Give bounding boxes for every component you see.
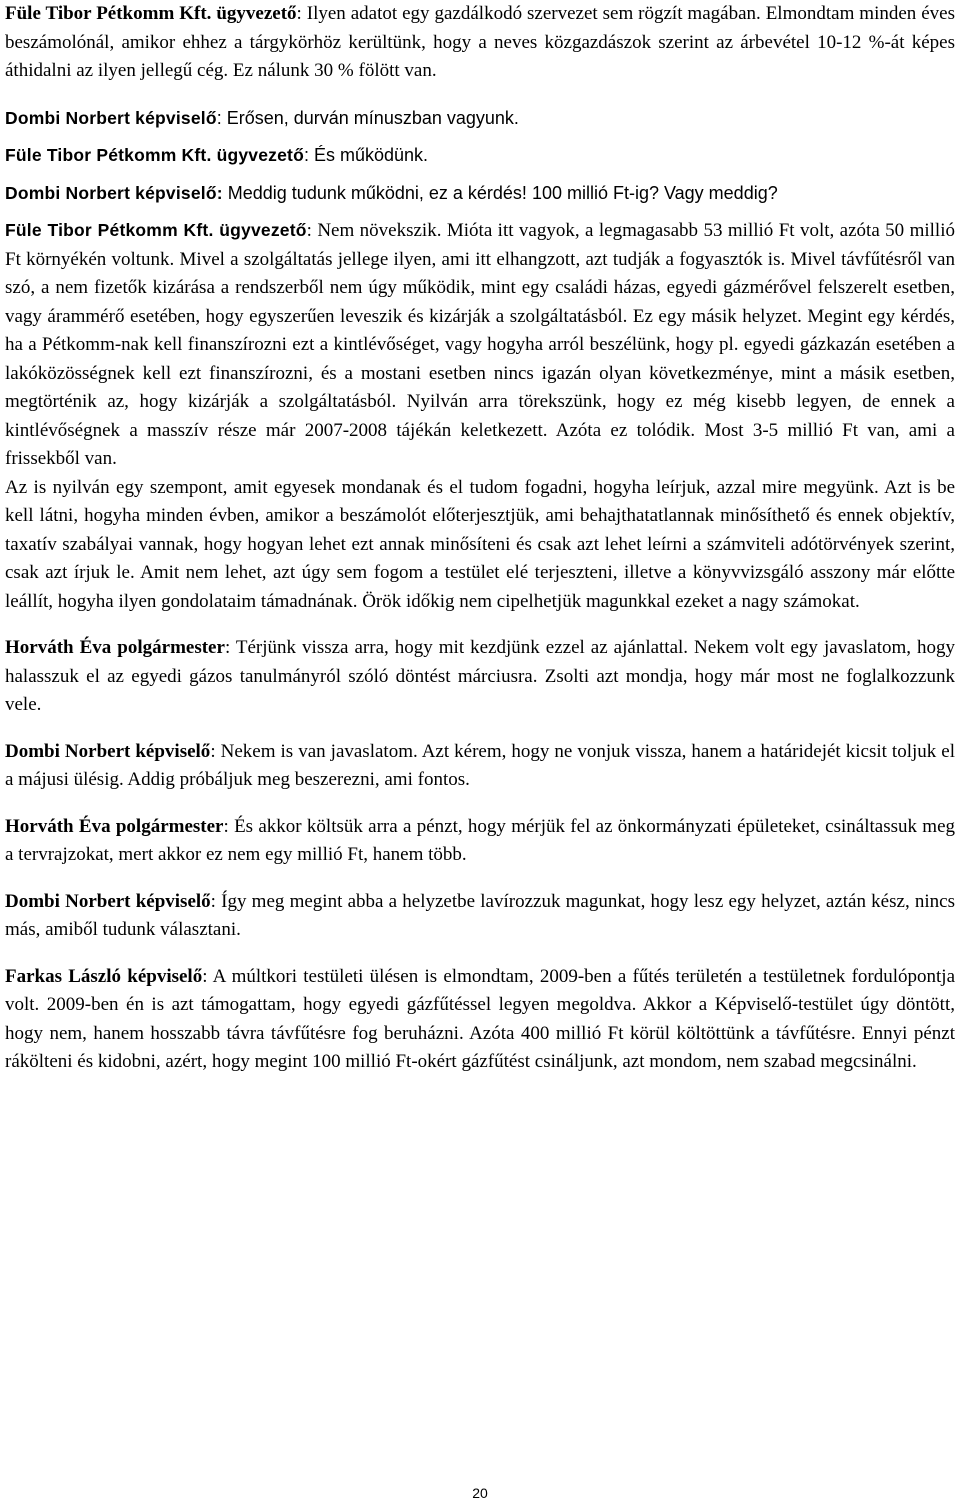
paragraph-9 — [5, 813, 955, 870]
speaker-name: Horváth Éva polgármester — [5, 815, 224, 837]
paragraph-text: : A múltkori testületi ülésen is elmondtam, 2009-ben a fűtés területén a testületnek fordulópontja volt. 2009-ben én is azt támogattam, hogy egyedi gázfűtéssel legyen megoldva. Akkor a Képviselő-testület úgy döntött, hogy nem, hanem hosszabb távra távfűtésre fog beruházni. Azóta 400 millió Ft körül költöttünk a távfűtésre. Ennyi pénzt rákölteni és kidobni, azért, hogy megint 100 millió Ft-okért gázfűtést csináljunk, azt mondom, nem szabad megcsinálni. — [5, 965, 956, 1072]
paragraph-text: : Így meg megint abba a helyzetbe lavírozzuk magunkat, hogy lesz egy helyzet, aztán kész, nincs más, amiből tudunk választani. — [5, 890, 955, 940]
paragraph-10 — [5, 888, 955, 945]
paragraph-4 — [5, 179, 955, 209]
speaker-name: Füle Tibor Pétkomm Kft. ügyvezető — [5, 220, 307, 240]
speaker-name: Dombi Norbert képviselő — [5, 107, 217, 128]
paragraph-6 — [5, 474, 955, 617]
paragraph-text: : És akkor költsük arra a pénzt, hogy mérjük fel az önkormányzati épületeket, csináltassuk meg a tervrajzokat, mert akkor ez nem egy millió Ft, hanem több. — [5, 815, 956, 865]
paragraph-3 — [5, 141, 955, 171]
paragraph-text: : Nekem is van javaslatom. Azt kérem, hogy ne vonjuk vissza, hanem a határidejét kicsit toljuk el a májusi ülésig. Addig próbáljuk meg beszerezni, ami fontos. — [5, 740, 955, 790]
page-number: 20 — [472, 1485, 488, 1501]
speaker-name: Dombi Norbert képviselő — [5, 740, 211, 762]
paragraph-7 — [5, 634, 955, 720]
speaker-name: Füle Tibor Pétkomm Kft. ügyvezető — [5, 145, 304, 165]
paragraph-5 — [5, 216, 955, 474]
speaker-name: Füle Tibor Pétkomm Kft. ügyvezető — [5, 3, 297, 24]
speaker-name: Horváth Éva polgármester — [5, 637, 225, 658]
paragraph-11 — [5, 963, 955, 1077]
speaker-name: Farkas László képviselő — [5, 965, 203, 987]
paragraph-1 — [5, 0, 955, 86]
paragraph-text: : Térjünk vissza arra, hogy mit kezdjünk ezzel az ajánlattal. Nekem volt egy javaslatom, hogy halasszuk el az egyedi gázos tanulmányról szóló döntést márciusra. Zsolti azt mondja, hogy már most ne foglalkozzunk vele. — [5, 637, 956, 715]
paragraph-text: Az is nyilván egy szempont, amit egyesek mondanak és el tudom fogadni, hogyha leírjuk, azzal mire megyünk. Azt is be kell látni, hogyha minden évben, amikor a beszámolót előterjesztjük, ami behajthatatlannak minősíthető és ennek objektív, taxatív szabályai vannak, hogy hogyan lehet ezt annak minősíteni és csak azt lehet leírni a számviteli adótörvények szerint, csak azt írjuk le. Amit nem lehet, azt úgy sem fogom a testület elé terjeszteni, illetve a könyvvizsgáló asszony már előtte leállít, hogyha ilyen gondolataim támadnának. Örök időkig nem cipelhetjük magunkkal ezeket a nagy számokat. — [5, 476, 955, 612]
speaker-name: Dombi Norbert képviselő — [5, 890, 211, 912]
paragraph-8 — [5, 738, 955, 795]
paragraph-text: Meddig tudunk működni, ez a kérdés! 100 millió Ft-ig? Vagy meddig? — [222, 182, 778, 203]
paragraph-2 — [5, 104, 955, 134]
document-page — [5, 0, 955, 1077]
speaker-name: Dombi Norbert képviselő: — [5, 182, 223, 203]
paragraph-text: : Nem növekszik. Mióta itt vagyok, a legmagasabb 53 millió Ft volt, azóta 50 millió Ft környékén voltunk. Mivel a szolgáltatás jellege ilyen, ami itt elhangzott, azt tudják a fogyasztók is. Mivel távfűtésről van szó, a nem fizetők kizárása a rendszerből nem úgy működik, mint egy családi házas, egyedi gázmérővel felszerelt esetben, vagy árammérő esetében, hogy egyszerűen leveszik és kizárják a szolgáltatásból. Ez egy másik helyzet. Megint egy kérdés, ha a Pétkomm-nak kell finanszírozni ezt a kintlévőséget, vagy hogyha arról beszélünk, hogy pl. egyedi gázkazán esetében a lakóközösségnek kell ezt finanszírozni, és a mostani esetben nincs igazán olyan következménye, mint a másik esetben, megtörténik az, hogy kizárják a szolgáltatásból. Nyilván arra törekszünk, hogy ez még kisebb legyen, de ennek a kintlévőségnek a masszív része már 2007-2008 tájékán keletkezett. Azóta ez tolódik. Most 3-5 millió Ft van, ami a frissekből van. — [5, 220, 955, 469]
paragraph-text: : Erősen, durván mínuszban vagyunk. — [216, 107, 519, 128]
paragraph-text: : És működünk. — [303, 145, 429, 165]
paragraph-text: : Ilyen adatot egy gazdálkodó szervezet sem rögzít magában. Elmondtam minden éves beszámolónál, amikor ehhez a tárgykörhöz kerültünk, hogy a neves közgazdászok szerint az árbevétel 10-12 %-át képes áthidalni az ilyen jellegű cég. Ez nálunk 30 % fölött van. — [5, 3, 955, 81]
